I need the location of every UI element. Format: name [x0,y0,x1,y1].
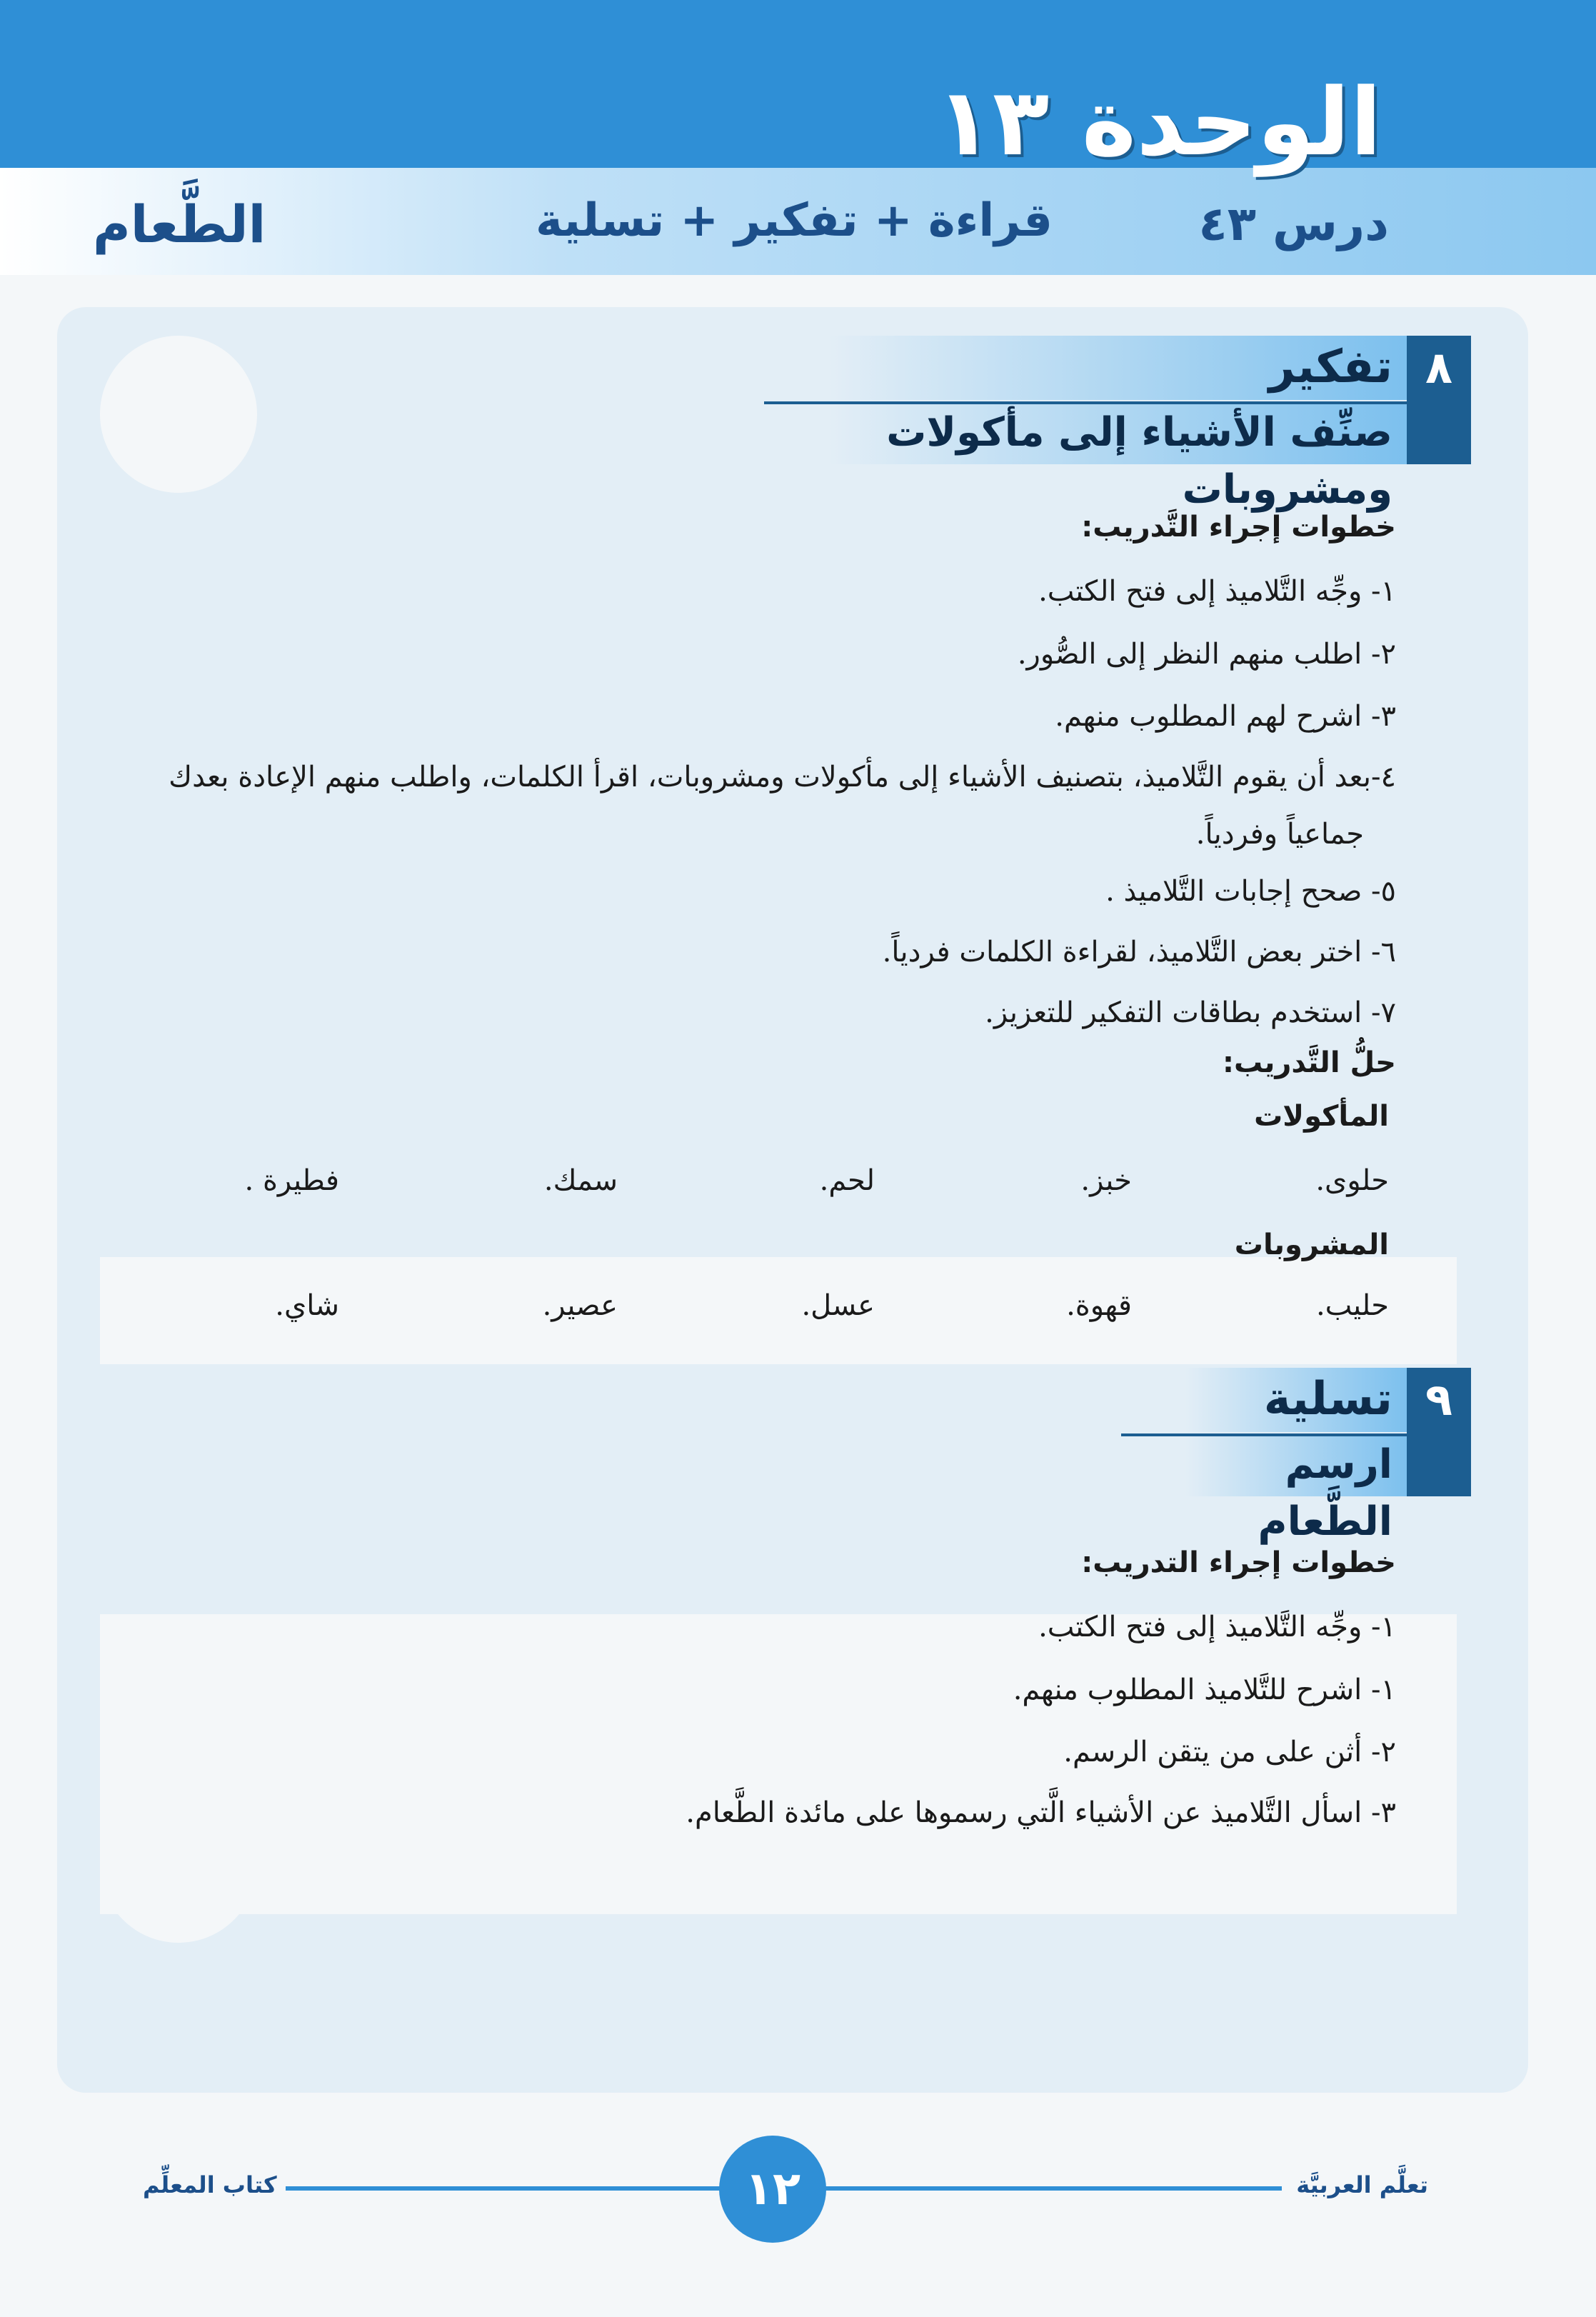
step-item: ٣- اشرح لهم المطلوب منهم. [1055,700,1396,733]
lesson-skills: قراءة + تفكير + تسلية [536,194,1053,247]
step-item: ١- اشرح للتَّلاميذ المطلوب منهم. [1013,1673,1396,1706]
section-8-body [139,500,1396,1321]
steps-heading: خطوات إجراء التدريب: [1081,1546,1396,1579]
step-item-continued: جماعياً وفردياً. [1195,818,1364,851]
section-8-number: ٨ [1407,336,1471,464]
footer-line-left [286,2186,728,2191]
drink-word: حليب. [1315,1289,1389,1322]
food-word: سمك. [543,1164,618,1197]
step-item: ٢- أثن على من يتقن الرسم. [1063,1736,1396,1768]
step-item: ٢- اطلب منهم النظر إلى الصُّور. [1017,638,1396,671]
footer-line-right [818,2186,1282,2191]
food-word: حلوى. [1315,1164,1389,1197]
step-item: ١- وجِّه التَّلاميذ إلى فتح الكتب. [1038,1611,1396,1643]
solution-heading: حلُّ التَّدريب: [1222,1046,1396,1079]
unit-title: الوحدة ١٣ [935,68,1382,176]
step-item: ٧- استخدم بطاقات التفكير للتعزيز. [985,996,1396,1029]
step-item: ٤-بعد أن يقوم التَّلاميذ، بتصنيف الأشياء إلى مأكولات ومشروبات، اقرأ الكلمات، واطلب منهم الإعادة بعدك [169,761,1396,794]
step-item: ٣- اسأل التَّلاميذ عن الأشياء الَّتي رسموها على مائدة الطَّعام. [686,1796,1396,1829]
footer-book-title: تعلَّم العربيَّة [1296,2171,1428,2198]
footer-teacher-book: كتاب المعلِّم [143,2171,277,2198]
steps-heading: خطوات إجراء التَّدريب: [1081,511,1396,544]
section-8-subtitle: صنِّف الأشياء إلى مأكولات ومشروبات [828,404,1407,464]
section-9-header [1185,1368,1471,1545]
step-item: ١- وجِّه التَّلاميذ إلى فتح الكتب. [1038,575,1396,608]
drinks-heading: المشروبات [1234,1228,1389,1261]
drink-word: قهوة. [1066,1289,1132,1322]
drink-word: عسل. [801,1289,875,1322]
step-item: ٦- اختر بعض التَّلاميذ، لقراءة الكلمات فردياً. [882,936,1396,969]
section-9-body [139,1536,1396,1850]
section-9-subtitle: ارسم الطَّعام [1185,1436,1407,1496]
food-word: لحم. [819,1164,875,1197]
lesson-label: درس ٤٣ [1198,196,1389,251]
section-8-title: تفكير [828,336,1407,400]
section-8-header [828,336,1471,513]
topic-title: الطَّعام [93,194,266,254]
food-word: خبز. [1080,1164,1132,1197]
section-9-number: ٩ [1407,1368,1471,1496]
page-number: ١٢ [719,2136,826,2243]
step-item: ٥- صحح إجابات التَّلاميذ . [1105,875,1396,908]
drink-word: شاي. [275,1289,339,1322]
section-9-title: تسلية [1185,1368,1407,1432]
food-word: فطيرة . [244,1164,339,1197]
drink-word: عصير. [542,1289,618,1322]
foods-heading: المأكولات [1254,1100,1389,1133]
